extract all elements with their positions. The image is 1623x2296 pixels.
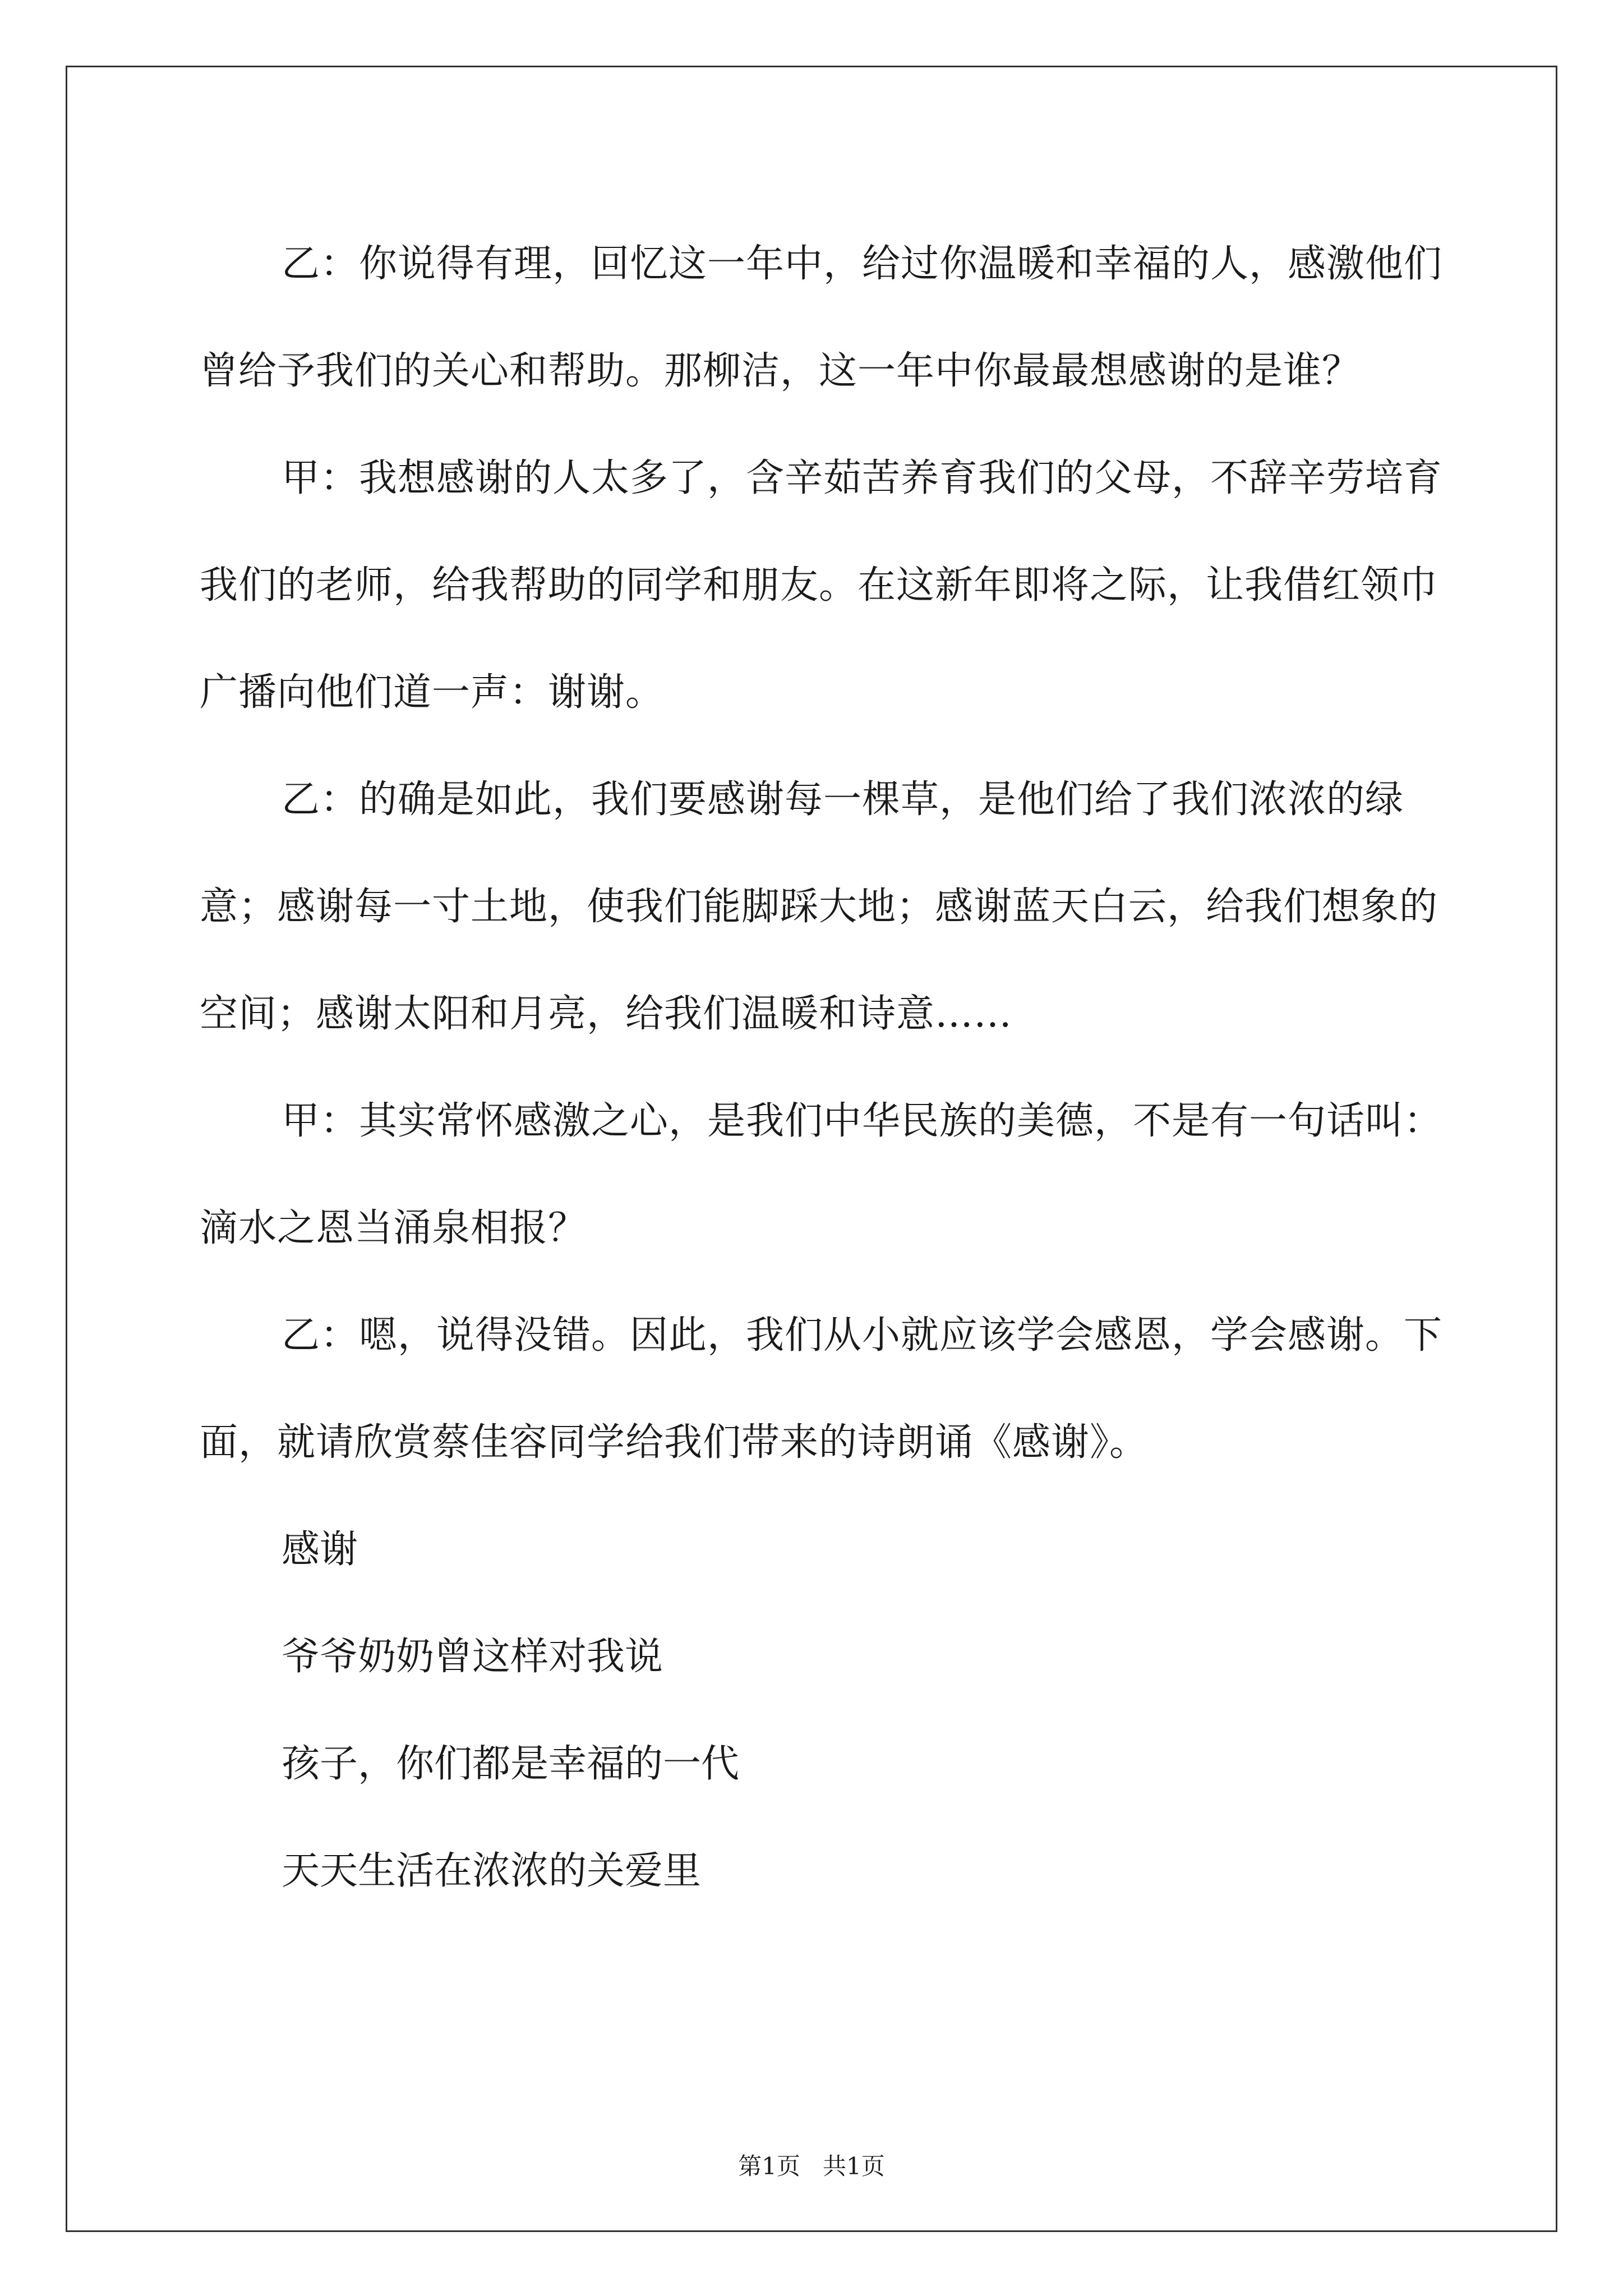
poem-line: 爷爷奶奶曾这样对我说 <box>282 1635 663 1679</box>
dialogue-paragraph: 乙：嗯，说得没错。因此，我们从小就应该学会感恩，学会感谢。下面，就请欣赏蔡佳容同学给我们带来的诗朗诵《感谢》。 <box>200 1313 1443 1465</box>
page-number: 第1页 <box>738 2152 800 2180</box>
poem-line: 天天生活在浓浓的关爱里 <box>282 1849 702 1893</box>
footer-gap <box>800 2152 823 2180</box>
document-body <box>200 210 1461 1925</box>
dialogue-paragraph: 乙：你说得有理，回忆这一年中，给过你温暖和幸福的人，感激他们曾给予我们的关心和帮助。那柳洁，这一年中你最最想感谢的是谁？ <box>200 242 1443 393</box>
poem-line: 孩子，你们都是幸福的一代 <box>282 1742 740 1786</box>
page-footer <box>0 2150 1623 2183</box>
dialogue-paragraph: 乙：的确是如此，我们要感谢每一棵草，是他们给了我们浓浓的绿意；感谢每一寸土地，使我们能脚踩大地；感谢蓝天白云，给我们想象的空间；感谢太阳和月亮，给我们温暖和诗意…… <box>200 777 1438 1036</box>
page-total: 共1页 <box>823 2152 885 2180</box>
dialogue-paragraph: 甲：其实常怀感激之心，是我们中华民族的美德，不是有一句话叫：滴水之恩当涌泉相报？ <box>200 1099 1443 1250</box>
dialogue-paragraph: 甲：我想感谢的人太多了，含辛茹苦养育我们的父母，不辞辛劳培育我们的老师，给我帮助的同学和朋友。在这新年即将之际，让我借红领巾广播向他们道一声：谢谢。 <box>200 456 1443 715</box>
poem-title: 感谢 <box>282 1527 358 1572</box>
